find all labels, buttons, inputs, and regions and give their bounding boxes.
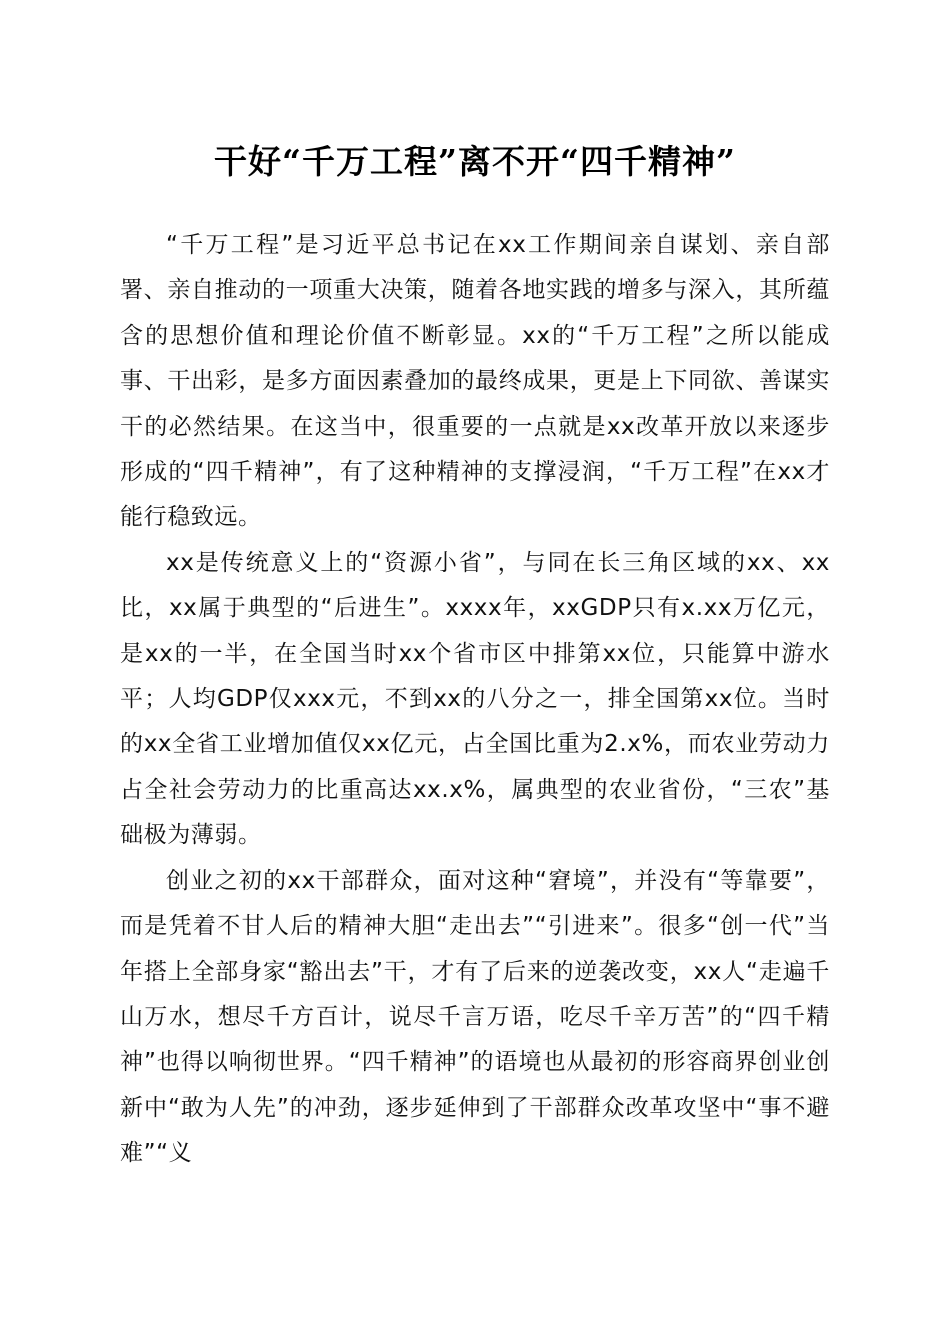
paragraph-2: xx是传统意义上的“资源小省”，与同在长三角区域的xx、xx比，xx属于典型的“后进生”。xxxx年，xxGDP只有x.xx万亿元，是xx的一半，在全国当时xx个省市区中排第xx位，只能算中游水平；人均GDP仅xxx元，不到xx的八分之一，排全国第xx位。当时的xx全省工业增加值仅xx亿元，占全国比重为2.x%，而农业劳动力占全社会劳动力的比重高达xx.x%，属典型的农业省份，“三农”基础极为薄弱。 — [120, 549, 830, 849]
document-body — [120, 223, 830, 1177]
document-title: 干好“千万工程”离不开“四千精神” — [214, 142, 736, 181]
paragraph-3: 创业之初的xx干部群众，面对这种“窘境”，并没有“等靠要”，而是凭着不甘人后的精神大胆“走出去”“引进来”。很多“创一代”当年搭上全部身家“豁出去”干，才有了后来的逆袭改变，xx人“走遍千山万水，想尽千方百计，说尽千言万语，吃尽千辛万苦”的“四千精神”也得以响彻世界。“四千精神”的语境也从最初的形容商界创业创新中“敢为人先”的冲劲，逐步延伸到了干部群众改革攻坚中“事不避难”“义 — [120, 867, 830, 1167]
paragraph-1: “千万工程”是习近平总书记在xx工作期间亲自谋划、亲自部署、亲自推动的一项重大决策，随着各地实践的增多与深入，其所蕴含的思想价值和理论价值不断彰显。xx的“千万工程”之所以能成事、干出彩，是多方面因素叠加的最终成果，更是上下同欲、善谋实干的必然结果。在这当中，很重要的一点就是xx改革开放以来逐步形成的“四千精神”，有了这种精神的支撑浸润，“千万工程”在xx才能行稳致远。 — [120, 232, 830, 531]
